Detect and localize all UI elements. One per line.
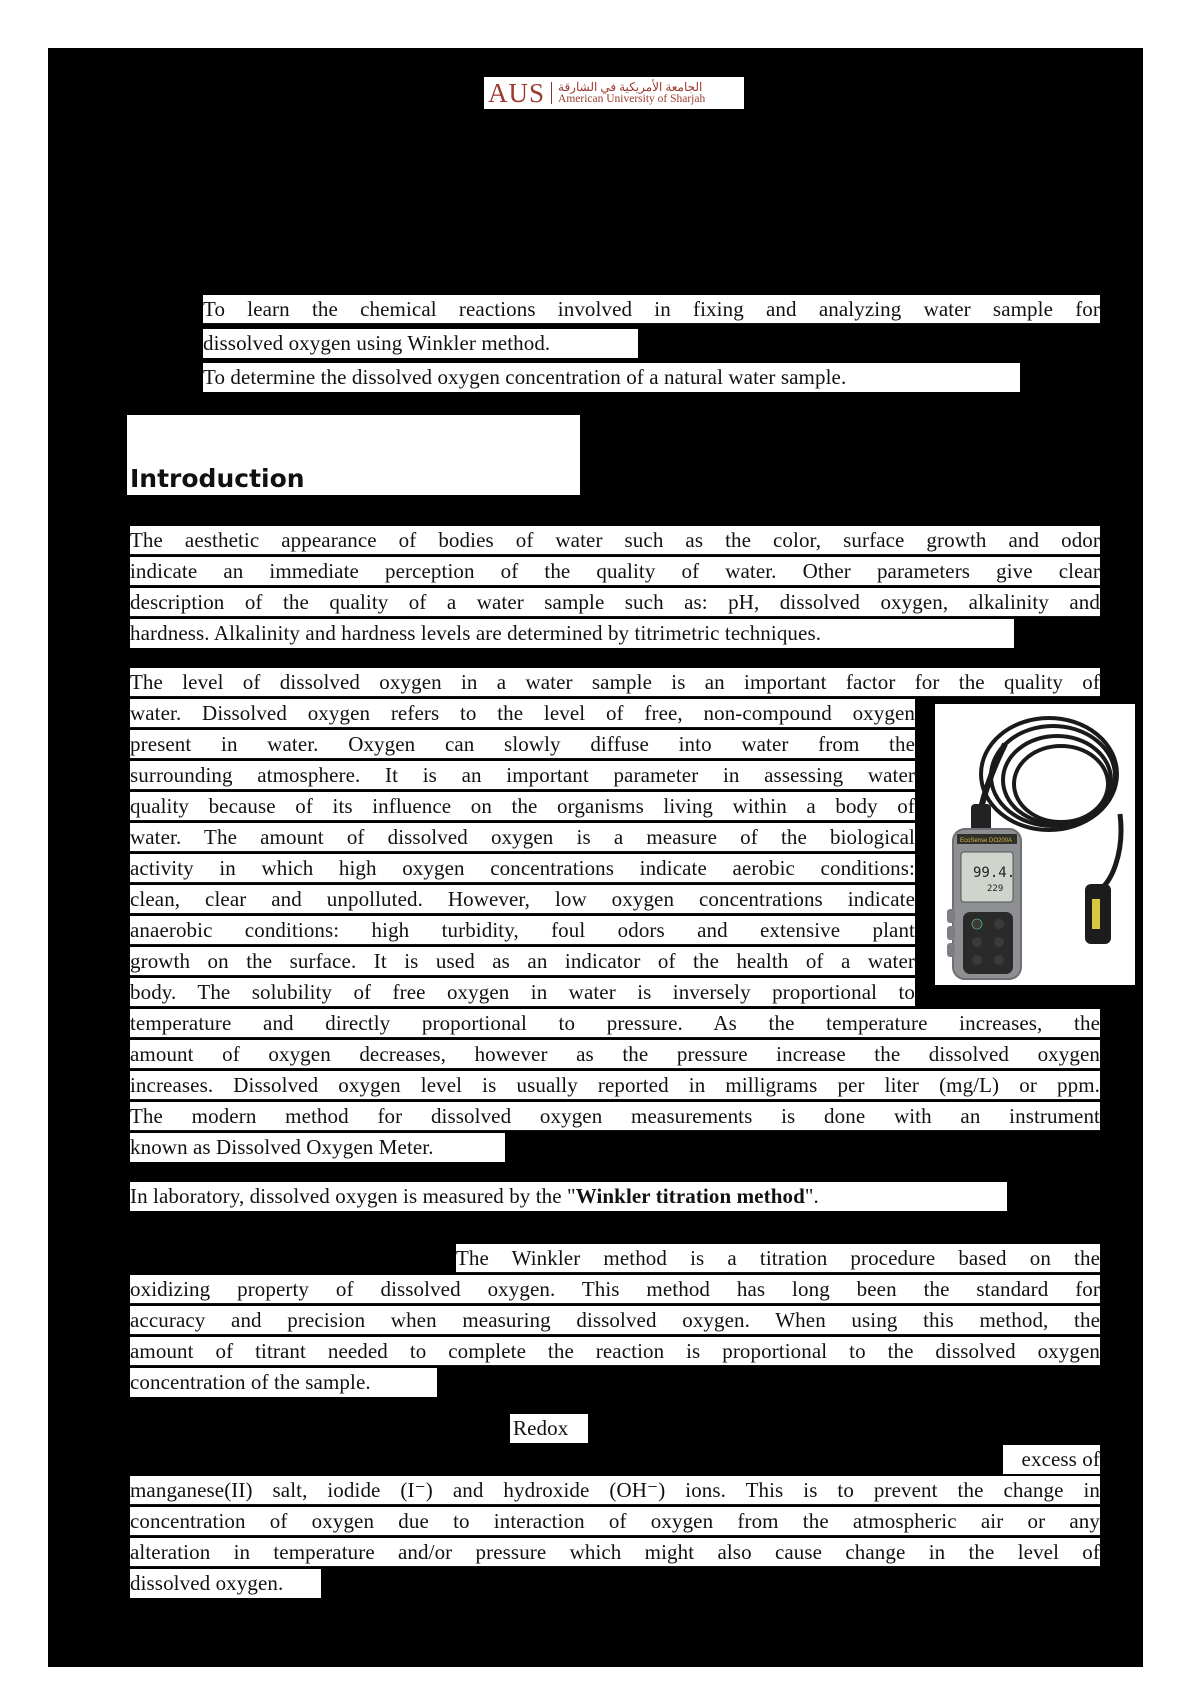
university-logo <box>484 77 744 109</box>
paragraph-line: body. The solubility of free oxygen in water is inversely proportional to <box>130 978 915 1007</box>
section-heading: Introduction <box>130 464 305 493</box>
objective-line: dissolved oxygen using Winkler method. <box>203 329 638 358</box>
section-heading-box <box>127 415 580 495</box>
objective-line: To learn the chemical reactions involved in fixing and analyzing water sample for <box>203 295 1100 324</box>
paragraph-line: amount of titrant needed to complete the reaction is proportional to the dissolved oxygen <box>130 1337 1100 1366</box>
dissolved-oxygen-meter-image <box>935 704 1135 985</box>
paragraph-line: quality because of its influence on the organisms living within a body of <box>130 792 915 821</box>
paragraph-line: concentration of the sample. <box>130 1368 437 1397</box>
paragraph-line: hardness. Alkalinity and hardness levels are determined by titrimetric techniques. <box>130 619 1014 648</box>
meter-display-main: 99.4. <box>973 865 1016 881</box>
paragraph-line: temperature and directly proportional to pressure. As the temperature increases, the <box>130 1009 1100 1038</box>
paragraph-line: water. The amount of dissolved oxygen is a measure of the biological <box>130 823 915 852</box>
paragraph-line: clean, clear and unpolluted. However, low oxygen concentrations indicate <box>130 885 915 914</box>
redox-label: Redox <box>510 1414 588 1443</box>
paragraph-line: amount of oxygen decreases, however as the pressure increase the dissolved oxygen <box>130 1040 1100 1069</box>
paragraph-line: indicate an immediate perception of the quality of water. Other parameters give clear <box>130 557 1100 586</box>
winkler-prefix: In laboratory, dissolved oxygen is measured by the " <box>130 1184 576 1208</box>
paragraph-line: growth on the surface. It is used as an indicator of the health of a water <box>130 947 915 976</box>
logo-abbrev: AUS <box>488 77 546 108</box>
paragraph-line-winkler <box>130 1182 1007 1211</box>
paragraph-line: surrounding atmosphere. It is an important parameter in assessing water <box>130 761 915 790</box>
paragraph-line: The modern method for dissolved oxygen measurements is done with an instrument <box>130 1102 1100 1131</box>
paragraph-line: The Winkler method is a titration procedure based on the <box>456 1244 1100 1273</box>
meter-brand-label: EcoSense DO200A <box>960 838 1013 844</box>
logo-arabic-name: الجامعة الأمريكية في الشارقة <box>558 80 703 94</box>
objective-line: To determine the dissolved oxygen concentration of a natural water sample. <box>203 363 1020 392</box>
logo-divider <box>551 82 552 104</box>
paragraph-line: excess of <box>1003 1445 1100 1474</box>
paragraph-line: oxidizing property of dissolved oxygen. This method has long been the standard for <box>130 1275 1100 1304</box>
winkler-bold-term: Winkler titration method <box>575 1184 805 1208</box>
paragraph-line: accuracy and precision when measuring dissolved oxygen. When using this method, the <box>130 1306 1100 1335</box>
paragraph-line: dissolved oxygen. <box>130 1569 321 1598</box>
paragraph-line: description of the quality of a water sample such as: pH, dissolved oxygen, alkalinity and <box>130 588 1100 617</box>
logo-english-name: American University of Sharjah <box>558 93 706 105</box>
paragraph-line: known as Dissolved Oxygen Meter. <box>130 1133 505 1162</box>
paragraph-line: alteration in temperature and/or pressure which might also cause change in the level of <box>130 1538 1100 1567</box>
paragraph-line: concentration of oxygen due to interaction of oxygen from the atmospheric air or any <box>130 1507 1100 1536</box>
paragraph-line: increases. Dissolved oxygen level is usually reported in milligrams per liter (mg/L) or ppm. <box>130 1071 1100 1100</box>
paragraph-line: manganese(II) salt, iodide (I⁻) and hydroxide (OH⁻) ions. This is to prevent the change in <box>130 1476 1100 1505</box>
paragraph-line: anaerobic conditions: high turbidity, foul odors and extensive plant <box>130 916 915 945</box>
meter-illustration <box>935 704 1135 985</box>
paragraph-line: activity in which high oxygen concentrations indicate aerobic conditions: <box>130 854 915 883</box>
meter-display-sub: 229 <box>987 884 1004 894</box>
paragraph-line: The level of dissolved oxygen in a water sample is an important factor for the quality of <box>130 668 1100 697</box>
winkler-suffix: ". <box>804 1184 819 1208</box>
paragraph-line: present in water. Oxygen can slowly diffuse into water from the <box>130 730 915 759</box>
paragraph-line: water. Dissolved oxygen refers to the level of free, non-compound oxygen <box>130 699 915 728</box>
paragraph-line: The aesthetic appearance of bodies of water such as the color, surface growth and odor <box>130 526 1100 555</box>
logo-text <box>558 81 705 105</box>
